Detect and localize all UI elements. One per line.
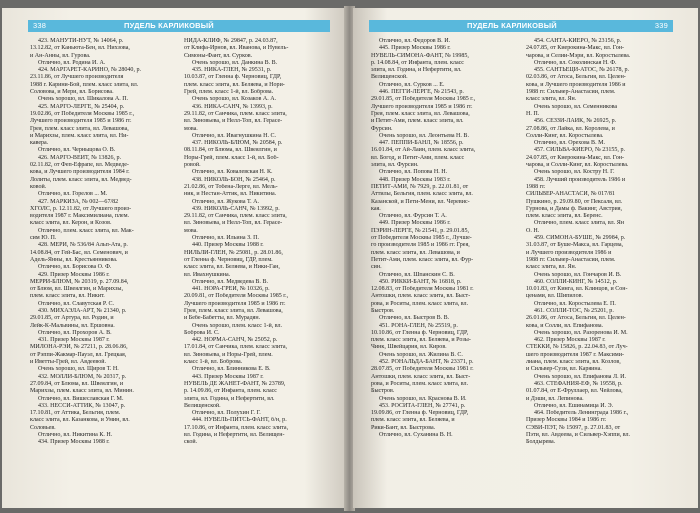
text-line: 24.07.85, от Киерокина-Макс, вл. Гон-: [526, 45, 625, 52]
text-line: Рики-Бант, вл. Быстрова.: [371, 424, 436, 431]
text-line: и Сильвер-Сузи, вл. Каряина.: [526, 366, 602, 373]
text-line: Отлично, вл. Федоров В. И.: [379, 38, 451, 44]
text-line: Отлично, вл. Вишеславская Г. М.: [38, 395, 124, 402]
text-line: чарова, и Селии-Мэри, вл. Коростылева.: [526, 52, 631, 59]
text-line: Пэти, вл. Авдеева, и Сильвер-Хэппи, вл.: [526, 432, 631, 439]
text-line: Грей, плем. класс 1-й, вл. Боброва.: [184, 89, 274, 96]
page-number: 339: [654, 21, 668, 30]
right-page: [353, 8, 698, 508]
text-line: шего производителя 1987 г. Максими-: [526, 351, 624, 358]
text-line: 10.03.87, от Гленна ф. Черновиц, ГДР,: [184, 74, 282, 81]
text-line: рова, и Роситы, плем. класс элита, вл.: [371, 380, 469, 387]
text-line: рова, и Роситы, плем. класс элита, вл.: [371, 300, 469, 307]
text-line: кая.: [371, 205, 381, 212]
text-line: го производителя 1985 и 1986 гг. Грея,: [371, 242, 470, 249]
text-line: ковa, и Лучшего производителя 1984 г.: [30, 169, 130, 176]
text-line: 14.08.84, от Гей-Бас, вл. Семенович, и: [30, 249, 128, 256]
text-line: класс элита, вл. Керон, и Козов.: [30, 220, 112, 227]
text-line: 29.11.82, от Санчика, плем. класс элита,: [184, 110, 287, 117]
text-line: плем. класс элита, вл. Беляева, и Нори-: [184, 81, 285, 88]
text-line: 438. НИКОЛЬ-БОН, № 25464, р.: [192, 176, 276, 183]
text-line: Отлично, вл. Полухин Г. Г.: [192, 410, 261, 417]
text-line: от Победителя Москвы 1985 г., Лучше-: [371, 235, 472, 242]
text-line: Отлично, вл. Борисова О. Ф.: [38, 264, 112, 271]
text-line: 19.02.86, от Победителя Москвы 1985 г.,: [30, 110, 135, 117]
text-line: класс элита, вл. Ян.: [526, 264, 577, 271]
text-line: 462. Призер Москвы 1987 г.: [534, 337, 606, 344]
text-line: Быстров.: [371, 388, 395, 395]
text-line: Грея, плем. класс элита, вл. Левашова,: [184, 307, 283, 314]
right-page-column-1: [371, 38, 519, 503]
text-line: Петит-Ами, плем. класс элита, вл. Фур-: [371, 256, 474, 263]
text-line: 440. Призер Москвы 1988 г.: [192, 242, 264, 249]
text-line: Антошки, плем. класс элита, вл. Быст-: [371, 293, 471, 300]
text-line: Отлично, вл. Никитина К. Н.: [38, 432, 113, 439]
text-line: 426. МАРГО-ВЕЙТ, № 13826, р.: [38, 154, 122, 161]
text-line: 454. САНТА-КИЕРО, № 23156, р.: [534, 38, 622, 44]
text-line: Отлично, вл. Блинникова Е. В.: [192, 366, 271, 373]
text-line: 1988 гг. Сильвер-Анастасии, плем.: [526, 89, 616, 96]
text-line: Гурнова, и Дамы ф. Вакинг, Австрия,: [526, 205, 623, 212]
text-line: от Гленна ф. Черновиц, ГДР, плем.: [184, 256, 273, 263]
text-line: Отлично, вл. Медведева В. В.: [192, 278, 268, 285]
text-line: МЕРРИ-БЛЮМ, № 20319, р. 27.09.84,: [30, 278, 129, 285]
text-line: 442. НОРМА-САНЧ, № 25052, р.: [192, 337, 278, 344]
text-line: Очень хорошо, вл. Данкина В. В.: [192, 59, 278, 66]
text-line: Очень хорошо, вл. Леонтьева Н. В.: [379, 132, 469, 139]
text-line: водителя 1987 г. Максимилиана, плем.: [30, 213, 130, 220]
text-line: Отлично, вл. Сурков ... Е.: [379, 81, 445, 88]
text-line: СТЕККИ, № 15826, р. 22.04.83, от Луч-: [526, 344, 628, 351]
text-line: 23.11.86, от Лучшего производителя: [30, 74, 124, 81]
text-line: Соловова, и Мери, вл. Борисова.: [30, 89, 114, 96]
text-line: ровой.: [184, 162, 201, 169]
text-line: 460. СОЛЛИ-КИНГ, № 14512, р.: [534, 278, 618, 285]
left-page-column-2: [184, 38, 330, 503]
text-line: 432. МОЛЛИ-БЛЮМ, № 20317, р.: [38, 373, 127, 380]
text-line: 29.01.85, от Победителя Москвы 1985 г.,: [371, 96, 476, 103]
text-line: Отлично, вл. Жукова Т. А.: [192, 198, 260, 205]
text-line: сим Ю. П.: [30, 235, 57, 242]
text-line: р. 14.09.86, от Инфанта, плем. класс: [184, 388, 277, 395]
text-line: 29.11.82, от Санчика, плем. класс элита,: [184, 213, 287, 220]
text-line: 439. НИКОЛЬ-САНЧ, № 13992, р.: [192, 205, 280, 212]
text-line: 429. Призер Москвы 1986 г.: [38, 271, 110, 278]
text-line: 17.10.81, от Аттика, Бельгия, плем.: [30, 410, 121, 417]
text-line: 428. МЕРИ, № 536/84 Альп-Ата, р.: [38, 242, 128, 249]
text-line: 20.09.81, от Победителя Москвы 1985 г.,: [184, 293, 289, 300]
text-line: НИЛЬЛИ-ГЛЕН, № 25081, р. 28.01.86,: [184, 249, 283, 256]
text-line: 446. ПЕГГИ-ЛЕРГЕ, № 21543, р.: [379, 89, 464, 96]
text-line: от Рэппи-Жакмар-Пауэл, вл. Грецкая,: [30, 351, 127, 358]
text-line: 10.10.86, от Гленна ф. Черновиц, ГДР,: [371, 329, 469, 336]
text-line: Аттилы, Бельгия, плем. класс элита, вл.: [371, 191, 473, 198]
text-line: Соловьев.: [30, 424, 56, 431]
text-line: Очень хорошо, вл. Костру Н. Г.: [534, 169, 615, 176]
text-line: вл. Зиновьева, и Нелл-Топ, вл. Герасе-: [184, 220, 283, 227]
text-line: Отлично, вл. Фурсин Т. А.: [379, 213, 447, 220]
text-line: Норы-Грей, плем. класс 1-й, вл. Боб-: [184, 154, 279, 161]
left-page-header: [28, 20, 330, 32]
text-line: Очень хорошо, вл. Жилина В. С.: [379, 351, 463, 358]
text-line: ПЭРИН-ЛЕРГЕ, № 21541, р. 29.01.85,: [371, 227, 469, 234]
text-line: 13.12.82, от Каньюта-Бен, вл. Нихзова,: [30, 45, 130, 52]
text-line: 1988 г. Карини-Бой, плем. класс элита, вл.: [30, 81, 139, 88]
text-line: 463. СТЕФАНИЯ-ЕФ, № 19558, р.: [534, 380, 623, 387]
text-line: класс элита, вл. Казанкова, и Умин, вл.: [30, 417, 130, 424]
text-line: Отлично, вл. Ешинамица И. Э.: [534, 402, 614, 409]
text-line: 434. Призер Москвы 1988 г.: [38, 439, 110, 446]
text-line: Боброва И. С.: [184, 329, 220, 336]
text-line: Лолиты, плем. класс элита, вл. Медвед-: [30, 176, 132, 183]
text-line: Отлично, вл. Родина И. А.: [38, 59, 106, 66]
text-line: Отлично, вл. Орехова В. М.: [534, 140, 605, 147]
text-line: плем. класс элита, вл. Беренс.: [526, 213, 603, 220]
text-line: Отлично, вл. Соколинская Н. Ф.: [534, 59, 617, 66]
text-line: 464. Победитель Ленинграда 1986 г.,: [534, 410, 629, 417]
text-line: Казанской, и Пети-Мени, вл. Черевис-: [371, 198, 470, 205]
text-line: Адель-Янны, вл. Крестьянникова.: [30, 256, 118, 263]
text-line: Быстров.: [371, 307, 395, 314]
text-line: 458. Лучший производитель 1986 и: [534, 176, 626, 183]
text-line: 424. МАРГАРЕТ-КАРИНО, № 28040, р.: [38, 67, 142, 74]
text-line: 431. Призер Москвы 1987 г.: [38, 337, 110, 344]
text-line: 452. РОНАЛЬДА-БАНТ, № 23371, р.: [379, 359, 474, 366]
text-line: и Иветты-Грей, вл. Авдеевой.: [30, 359, 106, 366]
text-line: 448. Призер Москвы 1983 г.: [379, 176, 451, 183]
running-title: ПУДЕЛЬ КАРЛИКОВЫЙ: [467, 21, 557, 30]
text-line: 27.08.86, от Лайка, вл. Королева, и: [526, 125, 615, 132]
text-line: плем. класс элита, вл. Беляева, и: [371, 417, 455, 424]
text-line: 457. СИЛЬВА-КИЕРО, № 23155, р.: [534, 147, 625, 154]
text-line: 31.03.87, от Буше-Макса, вл. Гарцева,: [526, 242, 624, 249]
text-line: ХГОЛС, р. 12.11.82, от Лучшего произ-: [30, 205, 132, 212]
text-line: р. 14.08.84, от Инфанта, плем. класс: [371, 59, 464, 66]
text-line: 453. РОСИТА-ГЛЕН, № 27741, р.: [379, 402, 466, 409]
text-line: элита, вл. Фурсин.: [371, 162, 419, 169]
text-line: чарова, и Солли-Кинг, вл. Коростылева.: [526, 162, 629, 169]
text-line: Отлично, плем. класс элита, вл. Мак-: [38, 227, 134, 234]
text-line: 28.07.85, от Победителя Москвы 1981 г.: [371, 366, 474, 373]
right-page-column-2: [526, 38, 674, 503]
text-line: Очень хорошо, вл. Шикалова А. П.: [38, 96, 129, 103]
text-line: от Клифа-Ирнов, вл. Иванова, и Нувель-: [184, 45, 289, 52]
left-page-column-1: [30, 38, 178, 503]
text-line: и Лучшего производителя 1986 и: [526, 249, 612, 256]
text-line: Велищенской.: [371, 74, 408, 81]
text-line: вл. Богод, и Петит-Ами, плем. класс: [371, 154, 465, 161]
text-line: Очень хорошо, вл. Епифанова Л. И.: [534, 373, 626, 380]
right-page-header: [369, 20, 673, 32]
text-line: Чинк, Швейцария, вл. Киров.: [371, 344, 447, 351]
text-line: Очень хорошо, вл. Краснова В. И.: [379, 395, 467, 402]
text-line: 430. МИХАЭЛА-АРТ, № 21340, р.: [38, 307, 127, 314]
text-line: 427. МАРКИЗА, № 002—67/82: [38, 198, 119, 205]
text-line: Очень хорошо, вл. Гончаров И. В.: [534, 271, 622, 278]
text-line: Антошки, плем. класс элита, вл. Быст-: [371, 373, 471, 380]
text-line: и Марихзы, плем. класс элита, вл. Ни-: [30, 132, 129, 139]
text-line: 459. СИМОНА-БУШЕ, № 29984, р.: [534, 235, 626, 242]
text-line: НУВЕЛЬ ДЕ ЖАНЕТ-ФАНТ, № 23789,: [184, 380, 286, 387]
text-line: 01.07.84, от Е-Фруллаер, вл. Чейлова,: [526, 388, 623, 395]
text-line: 1988 гг.: [526, 183, 546, 190]
text-line: класс 1-й, вл. Боброва.: [184, 359, 243, 366]
text-line: ковa, и Лучшего производителя 1986 и: [526, 81, 626, 88]
text-line: класс элита, вл. Ян.: [526, 96, 577, 103]
page-number: 338: [33, 21, 47, 30]
text-line: Отлично, вл. Черныцова О. В.: [38, 147, 116, 154]
text-line: Лейк-К-Мальвины, вл. Ершовна.: [30, 322, 115, 329]
text-line: Очень хорошо, вл. Семенникова: [534, 103, 618, 110]
text-line: НУВЕЛЬ-СИМОНА-ФАНТ, № 19985,: [371, 52, 469, 59]
text-line: Н. П.: [526, 110, 540, 117]
text-line: 08.11.84, от Блюма, вл. Швеялгин, и: [184, 147, 277, 154]
text-line: ник, и Нестан-Аттик, вл. Никитина.: [184, 191, 277, 198]
text-line: 02.03.86, от Атоса, Бельгия, вл. Целен-: [526, 74, 626, 81]
left-page: [2, 8, 346, 508]
text-line: Очень хорошо, вл. Козаков А. А.: [192, 96, 277, 103]
text-line: 02.11.82, от Феп-Ефрапе, вл. Медведе-: [30, 162, 129, 169]
text-line: Пушкино, р. 29.09.80, от Пексаля, вл.: [526, 198, 623, 205]
text-line: 449. Призер Москвы 1986 г.: [379, 220, 451, 227]
text-line: 461. СОЛЛИ-ТОС, № 25201, р.: [534, 307, 614, 314]
text-line: 456. СЕЗЗИ-ЛАЙК, № 26925, р.: [534, 118, 617, 125]
text-line: 12.08.83, от Победителя Москвы 1981 г.: [371, 286, 474, 293]
text-line: 26.01.86, от Атоса, Бельгия, вл. Целен-: [526, 315, 626, 322]
text-line: Лучшего производителя 1985 и 1986 гг.: [371, 103, 473, 110]
text-line: Отлично, вл. Ильина З. П.: [192, 235, 259, 242]
text-line: 17.10.86, от Инфанта, плем. класс элита,: [184, 424, 289, 431]
text-line: 16.01.84, от Ай-Лаин, плем. класс элита,: [371, 147, 476, 154]
text-line: ковой.: [30, 183, 47, 190]
text-line: плем. класс элита, вл. Беляева, и Розы-: [371, 337, 471, 344]
text-line: Отлично, вл. Коростылева Е. П.: [534, 300, 616, 307]
text-line: 445. Призер Москвы 1986 г.: [379, 45, 451, 52]
text-line: Отлично, вл. Ивагнушкина Н. С.: [192, 132, 277, 139]
text-line: Отлично, вл. Суханина В. Н.: [379, 432, 453, 439]
text-line: 29.01.85, от Артура, вл. Родин, и: [30, 315, 114, 322]
text-line: Лучшего производителя 1985 и 1986 гг.: [30, 118, 132, 125]
text-line: Фурсин.: [371, 125, 393, 132]
text-line: 425. МАРГО-ЛЕРГЕ, № 25404, р.: [38, 103, 125, 110]
text-line: 441. НОРА-ГРЕЙ, № 10326, р.: [192, 286, 270, 293]
text-line: Отлично, вл. Шпанскин С. В.: [379, 271, 455, 278]
text-line: 437. НИКОЛЬ-БЛЮМ, № 20584, р.: [192, 140, 283, 147]
text-line: Призер Москвы 1984 и 1986 гг.: [526, 417, 607, 424]
text-line: Отлично, вл. Горелов ... М.: [38, 191, 108, 198]
text-line: и Дэши, вл. Лепинова.: [526, 395, 584, 402]
text-line: Очень хорошо, плем. класс 1-й, вл.: [192, 322, 283, 329]
text-line: Симоны-Фант, вл. Сурков.: [184, 52, 253, 59]
text-line: 423. МАНУТИ-НУТ, № 14064, р.: [38, 38, 124, 44]
text-line: ценами, вл. Шипилов.: [526, 293, 583, 300]
text-line: Грея, плем. класс элита, вл. Левашова,: [371, 110, 470, 117]
text-line: от Блюм, вл. Швеялгин, и Марихзы,: [30, 286, 123, 293]
text-line: 19.09.86, от Гленна ф. Черновиц, ГДР,: [371, 410, 469, 417]
text-line: 27.09.84, от Блюма, вл. Швеялгин, и: [30, 380, 124, 387]
text-line: 21.02.86, от Тобена-Лерге, вл. Мель-: [184, 183, 278, 190]
text-line: 450. РИККИ-БАНТ, № 16818, р.: [379, 278, 462, 285]
text-line: и Петит-Ами, плем. класс элита, вл.: [371, 118, 464, 125]
text-line: вл. Година, и Нефертити, вл. Велищен-: [184, 432, 285, 439]
text-line: элита, вл. Година, и Нефертити, вл.: [371, 67, 462, 74]
text-line: О. Н.: [526, 227, 540, 234]
text-line: Отлично, вл. Попова Н. Н.: [379, 169, 448, 176]
text-line: 10.01.83, от Кинга, вл. Клинцов, и Сон-: [526, 286, 628, 293]
text-line: ковa, и Солли, вл. Епифанова.: [526, 322, 604, 329]
text-line: ПЕТИТ-АМИ, № 7929, р. 22.01.81, от: [371, 183, 469, 190]
text-line: вл. Ивахнушкина.: [184, 271, 231, 278]
text-line: Очень хорошо, вл. Щиров Т. Н.: [38, 366, 119, 373]
text-line: Отлично, вл. Славутская Р. С.: [38, 300, 115, 307]
text-line: мова.: [184, 125, 198, 132]
text-line: 451. РОНА-ГЛЕН, № 25519, р.: [379, 322, 458, 329]
text-line: вл. Зиновьева, и Нелл-Топ, вл. Герасе-: [184, 118, 283, 125]
text-line: Велищенской.: [184, 402, 221, 409]
text-line: вл. Зиновьева, и Норы-Грей, плем.: [184, 351, 273, 358]
text-line: Очень хорошо, вл. Разоренова И. М.: [534, 329, 628, 336]
text-line: плем. класс элита, вл. Левашова, и: [371, 249, 460, 256]
text-line: 1988 гг. Сильвер-Анастасии, плем.: [526, 256, 616, 263]
text-line: и Ан-Анны, вл. Гурова.: [30, 52, 91, 59]
text-line: кавера.: [30, 140, 49, 147]
text-line: ской.: [184, 439, 198, 446]
text-line: мова.: [184, 227, 198, 234]
text-line: Марихзы, плем. класс элита, вл. Минин.: [30, 388, 134, 395]
text-line: 436. НИКА-САНЧ, № 13993, р.: [192, 103, 273, 110]
text-line: элита, вл. Година, и Нефертити, вл.: [184, 395, 275, 402]
text-line: и Бебе-Бабетты, вл. Мурадян.: [184, 315, 261, 322]
running-title: ПУДЕЛЬ КАРЛИКОВЫЙ: [124, 21, 214, 30]
text-line: плем. класс элита, вл. Никит.: [30, 293, 105, 300]
text-line: син.: [371, 264, 382, 271]
text-line: Болдырева.: [526, 439, 556, 446]
text-line: лиана, плем. класс элита, вл. Козлов,: [526, 359, 621, 366]
text-line: 444. НУВЕЛЬ-ПИТСЬ-ФАНТ, б/н, р.: [192, 417, 287, 424]
text-line: 17.01.84, от Санчика, плем. класс элита,: [184, 344, 288, 351]
text-line: 435. НИКА-ГЛЕН, № 29531, р.: [192, 67, 272, 74]
text-line: 24.07.85, от Киерокина-Макс, вл. Гон-: [526, 154, 625, 161]
text-line: Отлично, вл. Прохоров А. В.: [38, 329, 112, 336]
text-line: СЭВИ-ПЭТ, № 15097, р. 27.01.83, от: [526, 424, 621, 431]
text-line: МИЛОНА-РЭЙ, № 27211, р. 28.06.86,: [30, 344, 128, 351]
text-line: СИЛЬВЕР-АНАСТАСИ, № 017/81: [526, 191, 615, 198]
text-line: НИДА-КЛИФ, № 29847, р. 24.03.87,: [184, 38, 278, 44]
text-line: Отлично, плем. класс элита, вл. Ян: [534, 220, 624, 227]
text-line: Отлично, вл. Ковалевская Н. К.: [192, 169, 273, 176]
text-line: 443. Призер Москвы 1987 г.: [192, 373, 264, 380]
text-line: 433. НЕССИ-АТТИК, № 13047, р.: [38, 402, 126, 409]
text-line: 455. САНТЬЕЦИ-АТОС, № 26178, р.: [534, 67, 630, 74]
text-line: класс элита, вл. Беляева, и Ники-Ган,: [184, 264, 280, 271]
text-line: 447. ПЕППИ-БАНЛ, № 18556, р.: [379, 140, 464, 147]
text-line: Солли-Кинг, вл. Коростылева.: [526, 132, 604, 139]
text-line: Грея, плем. класс элита, вл. Левашова,: [30, 125, 129, 132]
text-line: Отлично, вл. Быстров В. В.: [379, 315, 450, 322]
text-line: Лучшего производителя 1985 и 1986 гг.: [184, 300, 286, 307]
